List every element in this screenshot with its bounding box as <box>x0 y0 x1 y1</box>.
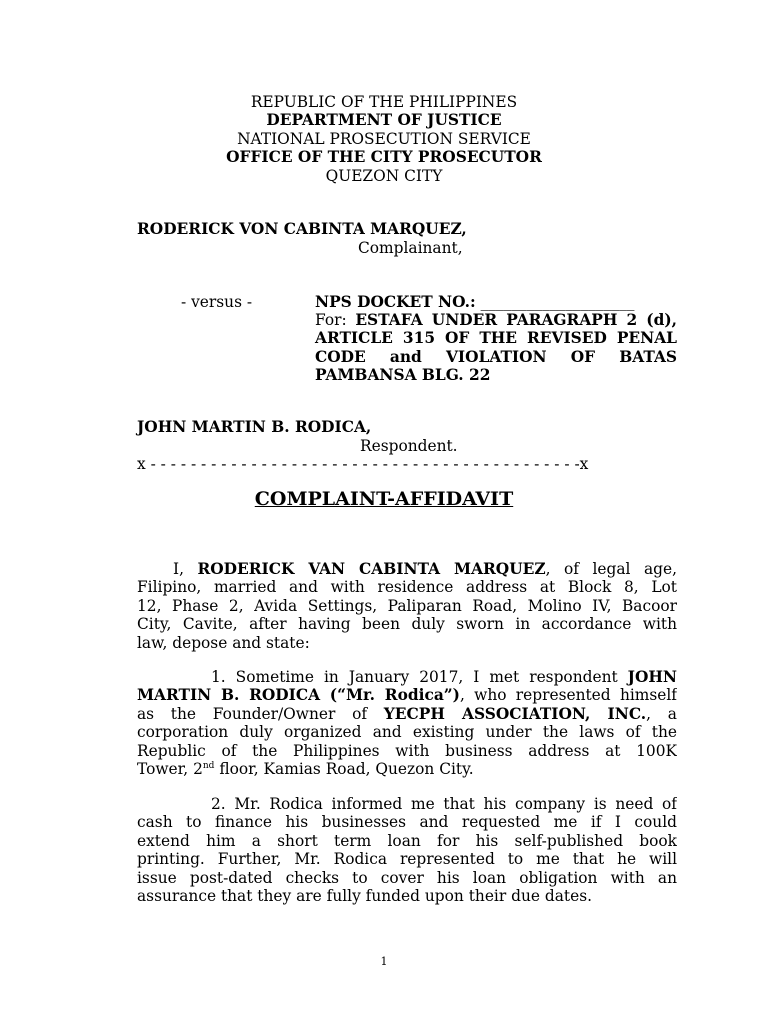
paragraph-1 <box>137 668 677 778</box>
p1-line-5: Republic of the Philippines with business address at 100K <box>137 741 677 760</box>
docket-line <box>315 293 634 311</box>
header-office: OFFICE OF THE CITY PROSECUTOR <box>226 148 542 167</box>
charge-line-3: CODE and VIOLATION OF BATAS <box>315 347 677 366</box>
p1-l3-post: , a <box>646 704 677 723</box>
intro-paragraph <box>137 560 677 652</box>
intro-line-4: City, Cavite, after having been duly sworn in accordance with <box>137 615 677 634</box>
separator-line: x - - - - - - - - - - - - - - - - - - - - - - - - - - - - - - - - - - - - - - - - - - -x <box>137 455 589 473</box>
p1-l2-text: , who represented himself <box>459 686 677 705</box>
p1-l3-text: as the Founder/Owner of <box>137 704 368 723</box>
header-prosecution-service: NATIONAL PROSECUTION SERVICE <box>237 129 531 148</box>
p1-l1-bold: JOHN <box>627 668 677 686</box>
p1-line-3 <box>137 705 677 723</box>
p2-line-3: extend him a short term loan for his self-published book <box>137 831 677 850</box>
respondent-role: Respondent. <box>360 437 458 455</box>
charge-line-4: PAMBANSA BLG. 22 <box>315 366 491 385</box>
p2-line-4: printing. Further, Mr. Rodica represented to me that he will <box>137 850 677 869</box>
header-department: DEPARTMENT OF JUSTICE <box>266 111 502 130</box>
intro-line-2: Filipino, married and with residence address at Block 8, Lot <box>137 578 677 597</box>
document-title: COMPLAINT-AFFIDAVIT <box>254 488 514 510</box>
charge-block <box>315 311 677 385</box>
paragraph-2 <box>137 795 677 905</box>
p1-l3-bold: YECPH ASSOCIATION, INC. <box>383 704 647 723</box>
intro-line-1 <box>137 560 677 578</box>
complainant-name: RODERICK VON CABINTA MARQUEZ, <box>137 220 467 238</box>
p1-l6-pre: Tower, 2 <box>137 759 203 778</box>
p1-line-4: corporation duly organized and existing under the laws of the <box>137 723 677 742</box>
complainant-role: Complainant, <box>358 239 463 257</box>
for-label: For: <box>315 311 347 329</box>
p2-line-1: 2. Mr. Rodica informed me that his company is need of <box>211 795 677 813</box>
p2-line-6: assurance that they are fully funded upon their due dates. <box>137 886 592 905</box>
intro-line-3: 12, Phase 2, Avida Settings, Paliparan Road, Molino IV, Bacoor <box>137 596 677 615</box>
p1-l6-sup: nd <box>202 760 215 771</box>
p2-line-2: cash to finance his businesses and requested me if I could <box>137 813 677 832</box>
charge-text-1: ESTAFA UNDER PARAGRAPH 2 (d), <box>355 311 677 329</box>
p1-line-1 <box>137 668 677 686</box>
page-number: 1 <box>380 955 388 968</box>
p2-line-5: issue post-dated checks to cover his loan obligation with an <box>137 868 677 887</box>
document-header <box>0 93 768 185</box>
p1-line-6 <box>137 760 677 778</box>
p1-l6-post: floor, Kamias Road, Quezon City. <box>214 759 474 778</box>
docket-blank: ____________________ <box>480 293 635 311</box>
docket-label: NPS DOCKET NO.: <box>315 293 476 311</box>
affiant-name: RODERICK VAN CABINTA MARQUEZ <box>197 560 546 578</box>
charge-line-1 <box>315 311 677 329</box>
intro-age: , of legal age, <box>545 560 677 578</box>
header-city: QUEZON CITY <box>325 166 443 185</box>
p1-l2-bold: MARTIN B. RODICA (“Mr. Rodica”) <box>137 686 460 705</box>
p1-l1-text: 1. Sometime in January 2017, I met respondent <box>211 668 618 686</box>
header-republic: REPUBLIC OF THE PHILIPPINES <box>250 93 518 111</box>
charge-line-2: ARTICLE 315 OF THE REVISED PENAL <box>315 329 677 348</box>
intro-line-5: law, depose and state: <box>137 633 310 652</box>
intro-pronoun: I, <box>173 560 184 578</box>
p1-line-2 <box>137 686 677 704</box>
versus-label: - versus - <box>181 293 253 311</box>
respondent-name: JOHN MARTIN B. RODICA, <box>137 418 372 436</box>
